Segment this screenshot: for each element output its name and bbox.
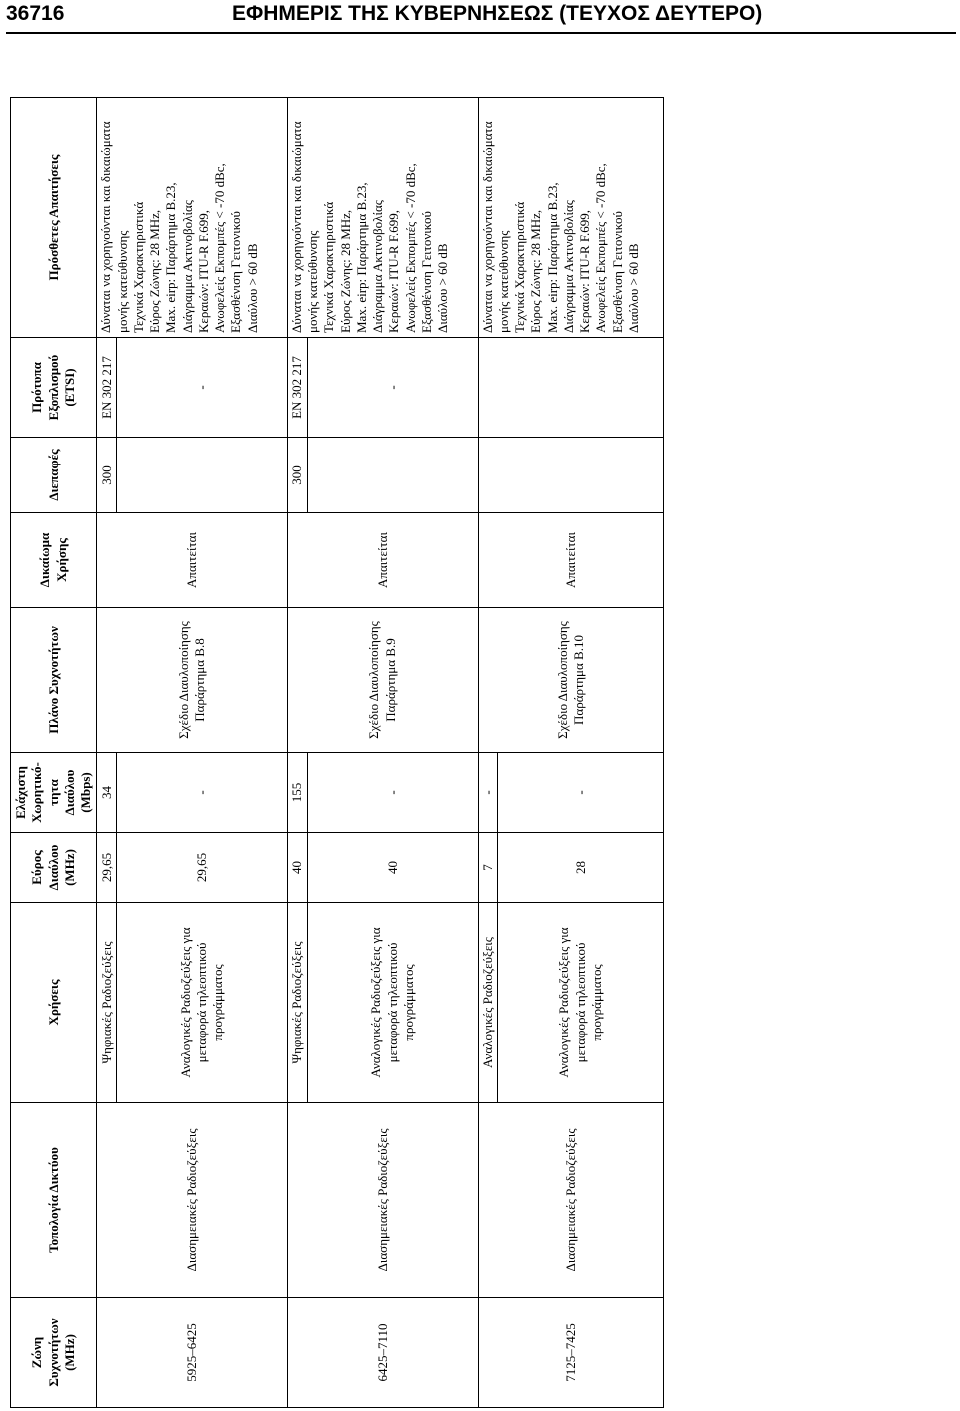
requirement-line: Τεχνικά Χαρακτηριστικά (321, 201, 337, 333)
capacity-cell: - (478, 753, 498, 833)
use-cell: Αναλογικές Ραδιοζεύξεις για μεταφορά τηλεοπτικού προγράμματος (498, 903, 664, 1103)
header-license: Δικαίωμα Χρήσης (11, 513, 97, 608)
interfaces-cell (117, 438, 288, 513)
standards-cell (478, 338, 664, 438)
requirement-line: Κεραιών: ITU-R F.699, (577, 209, 592, 333)
interfaces-cell: 300 (97, 438, 117, 513)
table-header-row (11, 98, 97, 1408)
requirement-line: Διαύλου > 60 dB (435, 243, 451, 333)
requirement-line: Διάγραμμα Ακτινοβολίας (560, 200, 576, 333)
table-row (287, 98, 307, 1408)
header-standards: Πρότυπα Εξοπλισμού (ETSI) (11, 338, 97, 438)
interfaces-cell (307, 438, 478, 513)
requirement-line: Εξασθένιση Γειτονικού (228, 211, 244, 333)
requirement-line: Τεχνικά Χαρακτηριστικά (512, 201, 527, 333)
band-cell: 6425–7110 (287, 1298, 478, 1408)
header-rule (6, 32, 956, 34)
requirement-line: Διάγραμμα Ακτινοβολίας (179, 200, 195, 333)
requirement-line: Διαύλου > 60 dB (244, 243, 260, 333)
capacity-cell: - (498, 753, 664, 833)
header-channel-width: Εύρος Διαύλου (MHz) (11, 833, 97, 903)
page-header (0, 0, 960, 40)
width-cell: 7 (478, 833, 498, 903)
requirement-line: Δύναται να χορηγούνται και δικαιώματα μονής κατεύθυνσης (288, 121, 321, 333)
requirement-line: Εξασθένιση Γειτονικού (609, 211, 625, 333)
header-min-capacity: Ελάχιστη Χωρητικό-τητα Διαύλου (Mbps) (11, 753, 97, 833)
capacity-cell: 155 (287, 753, 307, 833)
requirement-line: Max. eirp: Παράρτημα Β.23, (163, 182, 179, 333)
topology-cell: Διασημειακές Ραδιοζεύξεις (97, 1103, 288, 1298)
requirement-line: Κεραιών: ITU-R F.699, (386, 209, 402, 333)
page-heading: ΕΦΗΜΕΡΙΣ ΤΗΣ ΚΥΒΕΡΝΗΣΕΩΣ (ΤΕΥΧΟΣ ΔΕΥΤΕΡΟ) (232, 2, 763, 25)
license-cell: Απαιτείται (478, 513, 664, 608)
interfaces-cell: 300 (287, 438, 307, 513)
header-uses: Χρήσεις (11, 903, 97, 1103)
use-cell: Αναλογικές Ραδιοζεύξεις για μεταφορά τηλεοπτικού προγράμματος (117, 903, 288, 1103)
topology-cell: Διασημειακές Ραδιοζεύξεις (287, 1103, 478, 1298)
header-interfaces: Διεπαφές (11, 438, 97, 513)
capacity-cell: - (117, 753, 288, 833)
use-cell: Ψηφιακές Ραδιοζεύξεις (287, 903, 307, 1103)
rotated-table-container (10, 98, 664, 1408)
width-cell: 40 (307, 833, 478, 903)
requirement-line: Εξασθένιση Γειτονικού (418, 211, 434, 333)
requirement-line: Δύναται να χορηγούνται και δικαιώματα μονής κατεύθυνσης (98, 121, 130, 333)
requirement-line: Ανωφελείς Εκπομπές < -70 dBc, (212, 163, 227, 333)
license-cell: Απαιτείται (97, 513, 288, 608)
standards-cell: - (117, 338, 288, 438)
requirements-cell (97, 98, 288, 338)
requirement-line: Max. eirp: Παράρτημα Β.23, (544, 182, 560, 333)
requirement-line: Δύναται να χορηγούνται και δικαιώματα μονής κατεύθυνσης (479, 121, 511, 333)
requirements-cell (287, 98, 478, 338)
width-cell: 29,65 (97, 833, 117, 903)
license-cell: Απαιτείται (287, 513, 478, 608)
requirement-line: Εύρος Ζώνης: 28 MHz, (528, 209, 544, 333)
topology-cell: Διασημειακές Ραδιοζεύξεις (478, 1103, 664, 1298)
plan-cell: Σχέδιο Διαυλοποίησης Παράρτημα Β.9 (287, 608, 478, 753)
requirement-line: Ανωφελείς Εκπομπές < -70 dBc, (593, 163, 609, 333)
use-cell: Αναλογικές Ραδιοζεύξεις για μεταφορά τηλεοπτικού προγράμματος (307, 903, 478, 1103)
table-row (478, 98, 498, 1408)
width-cell: 40 (287, 833, 307, 903)
plan-cell: Σχέδιο Διαυλοποίησης Παράρτημα Β.8 (97, 608, 288, 753)
requirement-line: Max. eirp: Παράρτημα Β.23, (353, 182, 369, 333)
standards-cell: EN 302 217 (97, 338, 117, 438)
width-cell: 28 (498, 833, 664, 903)
table-row (97, 98, 117, 1408)
requirement-line: Διαύλου > 60 dB (625, 243, 641, 333)
page-number: 36716 (6, 2, 65, 25)
header-frequency-plan: Πλάνο Συχνοτήτων (11, 608, 97, 753)
band-cell: 7125–7425 (478, 1298, 664, 1408)
requirement-line: Εύρος Ζώνης: 28 MHz, (147, 209, 162, 333)
frequency-band-table (10, 97, 664, 1408)
use-cell: Ψηφιακές Ραδιοζεύξεις (97, 903, 117, 1103)
requirements-cell (478, 98, 664, 338)
requirement-line: Εύρος Ζώνης: 28 MHz, (337, 209, 353, 333)
requirement-line: Διάγραμμα Ακτινοβολίας (370, 200, 386, 333)
band-cell: 5925–6425 (97, 1298, 288, 1408)
plan-cell: Σχέδιο Διαυλοποίησης Παράρτημα Β.10 (478, 608, 664, 753)
header-topology: Τοπολογία Δικτύου (11, 1103, 97, 1298)
interfaces-cell (478, 438, 664, 513)
requirement-line: Ανωφελείς Εκπομπές < -70 dBc, (402, 163, 418, 333)
header-band: Ζώνη Συχνοτήτων (MHz) (11, 1298, 97, 1408)
width-cell: 29,65 (117, 833, 288, 903)
capacity-cell: 34 (97, 753, 117, 833)
standards-cell: - (307, 338, 478, 438)
requirement-line: Κεραιών: ITU-R F.699, (195, 209, 211, 333)
requirement-line: Τεχνικά Χαρακτηριστικά (130, 201, 146, 333)
header-requirements: Πρόσθετες Απαιτήσεις (11, 98, 97, 338)
standards-cell: EN 302 217 (287, 338, 307, 438)
capacity-cell: - (307, 753, 478, 833)
use-cell: Αναλογικές Ραδιοζεύξεις (478, 903, 498, 1103)
